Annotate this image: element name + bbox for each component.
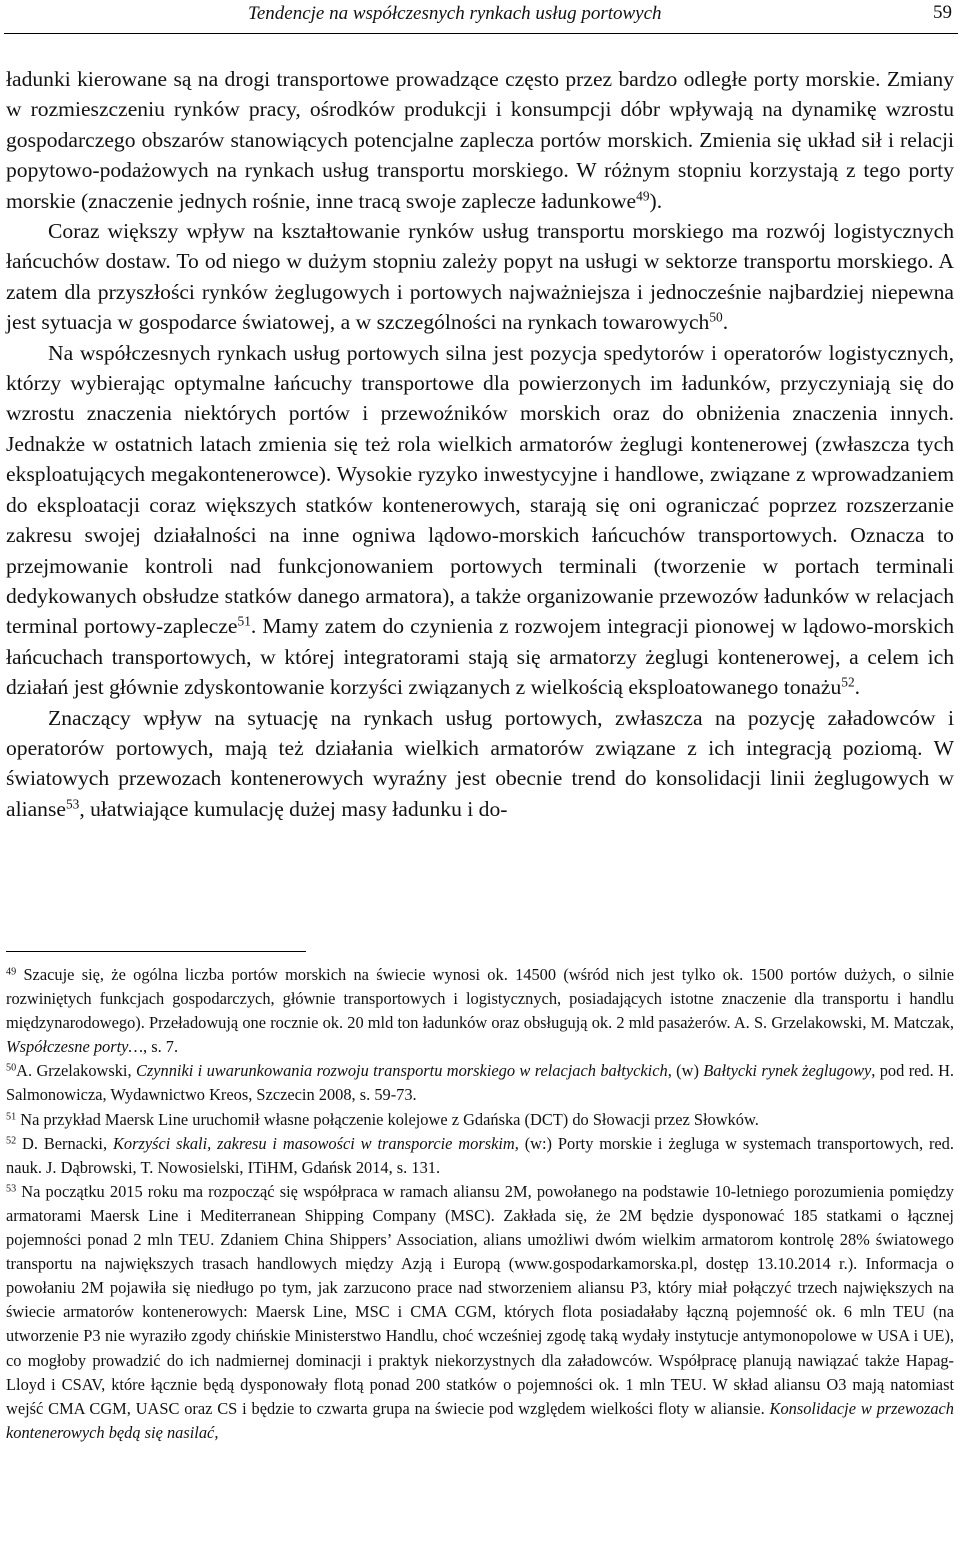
text-run: ładunki kierowane są na drogi transportowe prowadzące często przez bardzo odległe porty morskie. Zmiany w rozmieszczeniu rynków pracy, ośrodków produkcji i konsumpcji dóbr wpływają na dynamikę wzrostu gospodarczego obszarów stanowiących potencjalne zaplecza portów morskich. — [6, 67, 954, 152]
footnote-number: 53 — [6, 1183, 17, 1195]
paragraph-4 — [6, 703, 954, 825]
footnotes — [6, 963, 954, 1445]
text-run-italic: Czynniki i uwarunkowania rozwoju transportu morskiego w relacjach bałtyckich — [135, 1061, 668, 1081]
text-run: , pod red. H. Salmonowicza, Wydawnictwo Kreos, Szczecin 2008, s. 59-73. — [6, 1061, 955, 1105]
running-header — [0, 0, 960, 34]
text-run: Znaczący wpływ na sytuację na rynkach usług portowych, zwłaszcza na pozycję załadowców i operatorów portowych, mają też działania wielkich armatorów związane z ich integracją poziomą. W światowych przewozach kontenerowych wyraźny jest obecnie trend do konsolidacji linii żeglugowych w alianse — [6, 705, 954, 821]
text-run: Szacuje się, że ogólna liczba portów morskich na świecie wynosi ok. 14500 (wśród nich jest tylko ok. 1500 portów dużych, o silnie rozwiniętych funkcjach gospodarczych, głównie transportowych i logistycznych, posiadających istotne znaczenie dla transportu i handlu międzynarodowego). Przeładowują one rocznie ok. 20 mld ton ładunków oraz obsługują ok. 2 mld pasażerów. A. S. Grzelakowski, M. Matczak, — [6, 965, 954, 1033]
text-run-italic: Bałtycki rynek żeglugowy — [703, 1061, 872, 1081]
footnote-ref-51[interactable]: 51 — [237, 613, 251, 629]
footnote-ref-53[interactable]: 53 — [65, 796, 80, 812]
paragraph-3 — [6, 338, 954, 703]
text-run: . — [854, 675, 861, 700]
footnote-ref-52[interactable]: 52 — [841, 674, 855, 690]
footnote-separator — [6, 951, 306, 952]
running-title: Tendencje na współczesnych rynkach usług portowych — [248, 3, 662, 24]
footnote-51 — [6, 1108, 954, 1132]
page-number: 59 — [933, 2, 952, 23]
text-run-italic: Konsolidacje w przewozach kontenerowych będą się nasilać, — [6, 1398, 954, 1442]
text-run: Oznacza to przejmowanie kontroli nad funkcjonowaniem portowych terminali (tworzenie w portach terminali dedykowanych obsłudze statków danego armatora), a także organizowanie przewozów ładunków w relacjach terminal portowy-zaplecze — [6, 523, 954, 639]
text-run: . Mamy zatem do czynienia z rozwojem integracji pionowej w lądowo-morskich łańcuchach transportowych, w której integratorami stają się armatorzy żeglugi kontenerowej, a celem ich działań jest głównie zdyskontowanie korzyści związanych z wielkością eksploatowanego tonażu — [6, 614, 954, 700]
paragraph-1 — [6, 64, 954, 216]
text-run: , s. 7. — [143, 1037, 179, 1057]
header-rule — [4, 33, 958, 34]
footnote-number: 52 — [6, 1135, 17, 1147]
text-run: Na początku 2015 roku ma rozpocząć się współpraca w ramach aliansu 2M, powołanego na podstawie 10-letniego porozumienia pomiędzy armatorami Maersk Line i Mediterranean Shipping Company (MSC). Zakłada się, że 2M będzie dysponować 185 statkami o łącznej pojemności ponad 2 mln TEU. Zdaniem China Shippers’ Association, alians umożliwi dwóm wielkim armatorom kontrolę 28% światowego transportu na największych trasach handlowych między Azją i Europą (www.gospodarkamorska.pl, dostęp 13.10.2014 r.). Informacja o powołaniu 2M pojawiła się niedługo po tym, jak zarzucono prace nad stworzeniem aliansu P3, który miał połączyć trzech największych na świecie armatorów kontenerowych: Maersk Line, MSC i CMA CGM, których flota posiadałaby łączną pojemność ok. 6 mln TEU (na utworzenie P3 nie wyraziło zgody chińskie Ministerstwo Handlu, choć wcześniej zgodę taką wydały instytucje antymonopolowe w USA i UE), co mogłoby prowadzić do ich nadmiernej dominacji i praktyk niekorzystnych dla załadowców. Współpracę planują nawiązać także Hapag-Lloyd i CSAV, które łącznie będą dysponowały flotą ponad 200 statków o pojemności ok. 1 mln TEU. W skład aliansu O3 mają natomiast wejść CMA CGM, UASC oraz CS i będzie to czwarta grupa na świecie pod względem wielkości floty w aliansie. — [6, 1181, 954, 1418]
footnote-ref-50[interactable]: 50 — [709, 309, 723, 325]
footnote-52 — [6, 1132, 954, 1180]
text-run: A zatem dla przyszłości rynków żeglugowych i portowych najważniejsza i jednocześnie najbardziej niepewna jest sytuacja w gospodarce światowej, a w szczególności na rynkach towarowych — [6, 249, 955, 335]
footnote-50 — [6, 1059, 954, 1107]
text-run: Jednakże w ostatnich latach zmienia się też rola wielkich armatorów żeglugi kontenerowej (zwłaszcza tych eksploatujących megakontenerowce). — [6, 431, 954, 487]
text-run: Zmienia się układ sił i relacji popytowo-podażowych na rynkach usług transportu morskiego. — [6, 127, 955, 183]
footnote-49 — [6, 963, 954, 1059]
text-run: ). — [649, 188, 663, 213]
footnote-53 — [6, 1180, 954, 1445]
text-run: To od niego w dużym stopniu zależy popyt na usługi w sektorze transportu morskiego. — [176, 249, 934, 274]
footnote-ref-49[interactable]: 49 — [636, 188, 650, 204]
text-run: D. Bernacki, — [16, 1133, 113, 1153]
main-text — [6, 64, 954, 824]
text-run: A. Grzelakowski, — [16, 1061, 136, 1081]
footnote-number: 50 — [6, 1062, 17, 1074]
text-run: , (w) — [667, 1061, 704, 1081]
text-run: (w:) Porty morskie i żegluga w systemach transportowych, red. nauk. J. Dąbrowski, T. Nowosielski, ITiHM, Gdańsk 2014, s. 131. — [6, 1133, 954, 1177]
text-run: W różnym stopniu korzystają z tego porty morskie (znaczenie jednych rośnie, inne tracą swoje zaplecze ładunkowe — [6, 158, 954, 213]
text-run: Na współczesnych rynkach usług portowych silna jest pozycja spedytorów i operatorów logistycznych, którzy wybierając optymalne łańcuchy transportowe dla powierzonych im ładunków, przyczyniają się do wzrostu znaczenia niektórych portów i przewoźników morskich oraz do obniżenia znaczenia innych. — [6, 340, 954, 426]
text-run: Wysokie ryzyko inwestycyjne i handlowe, związane z wprowadzaniem do eksploatacji coraz większych statków kontenerowych, starają się oni ograniczać poprzez rozszerzanie zakresu swojej działalności na inne ogniwa lądowo-morskich łańcuchów transportowych. — [6, 462, 954, 548]
footnote-number: 49 — [6, 966, 17, 978]
text-run: . — [722, 310, 729, 335]
footnote-number: 51 — [6, 1110, 17, 1122]
paragraph-2 — [6, 216, 954, 338]
text-run: Coraz większy wpływ na kształtowanie rynków usług transportu morskiego ma rozwój logistycznych łańcuchów dostaw. — [6, 219, 954, 274]
text-run-italic: Korzyści skali, zakresu i masowości w transporcie morskim, — [112, 1133, 519, 1153]
text-run: , ułatwiające kumulację dużej masy ładunku i do- — [79, 796, 508, 821]
text-run-italic: Współczesne porty… — [6, 1037, 144, 1057]
text-run: Na przykład Maersk Line uruchomił własne połączenie kolejowe z Gdańska (DCT) do Słowacji przez Słowków. — [16, 1109, 759, 1129]
